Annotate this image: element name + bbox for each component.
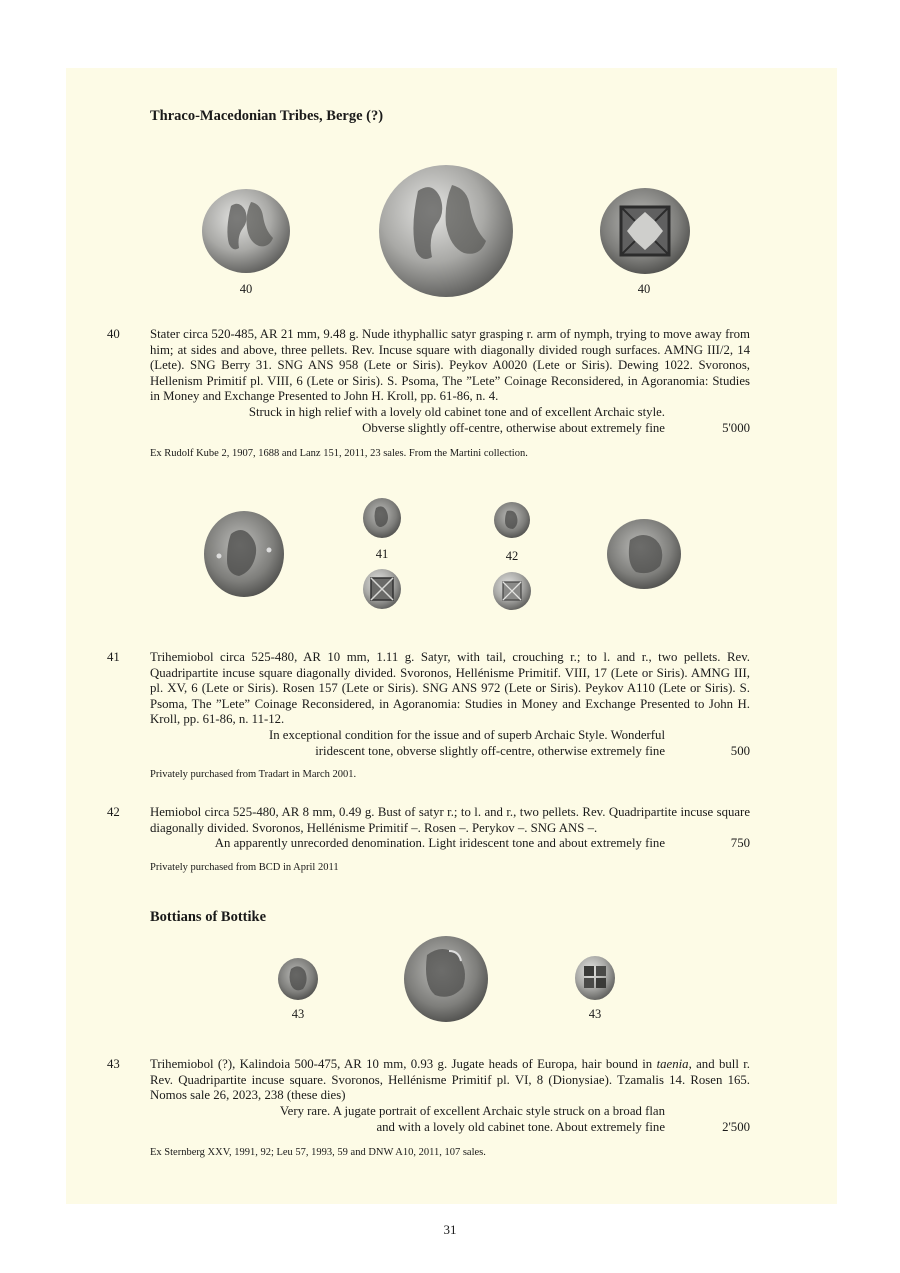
lot-number-41: 41	[107, 650, 120, 664]
coin-40-obverse-large	[378, 163, 514, 299]
lot-price-43: 2'500	[722, 1120, 750, 1134]
lot-verdict-42: An apparently unrecorded denomination. Light iridescent tone and about extremely fine	[214, 836, 665, 850]
lot-verdict-41: In exceptional condition for the issue and of superb Archaic Style. Wonderful iridescent tone, obverse slightly off-centre, otherwise extremely fine	[268, 728, 665, 758]
coin-43-obverse-small	[277, 957, 319, 1001]
coin-43-reverse	[574, 955, 616, 1001]
coin-42-obverse-large	[606, 518, 682, 590]
lot-verdict-43: Very rare. A jugate portrait of excellent Archaic style struck on a broad flan and with a lovely old cabinet tone. About extremely fine	[279, 1104, 665, 1134]
coin-label-40-obverse: 40	[239, 282, 253, 296]
coin-40-obverse-small	[201, 186, 291, 276]
lot-description-43: Trihemiobol (?), Kalindoia 500-475, AR 10 mm, 0.93 g. Jugate heads of Europa, hair bound in taenia, and bull r. Rev. Quadripartite incuse square. Svoronos, Hellénisme Primitif pl. VI, 8 (Dionysiae). Tzamalis 14. Rosen 165. Nomos sale 26, 2023, 238 (these dies)	[150, 1057, 751, 1103]
coin-label-40-reverse: 40	[637, 282, 651, 296]
coin-label-42: 42	[505, 549, 519, 563]
lot-price-42: 750	[730, 836, 750, 850]
coin-label-43-reverse: 43	[588, 1007, 602, 1021]
lot-price-41: 500	[730, 744, 750, 758]
coin-41-reverse	[362, 568, 402, 610]
lot-provenance-42: Privately purchased from BCD in April 2011	[150, 862, 339, 873]
coin-41-obverse-small	[362, 497, 402, 539]
coin-41-obverse-large	[203, 510, 285, 598]
lot-provenance-43: Ex Sternberg XXV, 1991, 92; Leu 57, 1993, 59 and DNW A10, 2011, 107 sales.	[150, 1147, 486, 1158]
lot-description-40: Stater circa 520-485, AR 21 mm, 9.48 g. Nude ithyphallic satyr grasping r. arm of nymph, trying to move away from him; at sides and above, three pellets. Rev. Incuse square with diagonally divided rough surfaces. AMNG III/2, 14 (Lete). SNG Berry 31. SNG ANS 958 (Lete or Siris). Peykov A0020 (Lete or Siris). Dewing 1022. Svoronos, Hellenism Primitif pl. VIII, 6 (Lete or Siris). S. Psoma, The ”Lete” Coinage Reconsidered, in Agoranomia: Studies in Money and Exchange Presented to John H. Kroll, pp. 61-86, n. 4.	[150, 327, 750, 404]
lot-description-41: Trihemiobol circa 525-480, AR 10 mm, 1.11 g. Satyr, with tail, crouching r.; to l. and r., two pellets. Rev. Quadripartite incuse square diagonally divided. Svoronos, Hellénisme Primitif. VIII, 17 (Lete or Siris). AMNG III, pl. XV, 6 (Lete or Siris). Rosen 157 (Lete or Siris). SNG ANS 972 (Lete or Siris). Peykov A110 (Lete or Siris). S. Psoma, The ”Lete” Coinage Reconsidered, in Agoranomia: Studies in Money and Exchange Presented to John H. Kroll, pp. 61-86, n. 11-12.	[150, 650, 750, 727]
lot-verdict-40: Struck in high relief with a lovely old cabinet tone and of excellent Archaic style. Obverse slightly off-centre, otherwise about extremely fine	[248, 405, 665, 435]
coin-label-41: 41	[375, 547, 389, 561]
lot-provenance-41: Privately purchased from Tradart in March 2001.	[150, 769, 357, 780]
coin-label-43-obverse: 43	[291, 1007, 305, 1021]
coin-43-obverse-large	[403, 935, 489, 1023]
lot-description-42: Hemiobol circa 525-480, AR 8 mm, 0.49 g. Bust of satyr r.; to l. and r., two pellets. Rev. Quadripartite incuse square diagonally divided. Svoronos, Hellénisme Primitif –. Rosen –. Perykov –. SNG ANS –.	[150, 805, 750, 835]
coin-42-obverse	[493, 501, 531, 539]
lot-number-40: 40	[107, 327, 120, 341]
coin-40-reverse	[599, 186, 691, 276]
lot-number-43: 43	[107, 1057, 120, 1071]
lot-provenance-40: Ex Rudolf Kube 2, 1907, 1688 and Lanz 151, 2011, 23 sales. From the Martini collection.	[150, 448, 528, 459]
section-title-bottians: Bottians of Bottike	[150, 909, 266, 925]
section-title-thraco-macedonian: Thraco-Macedonian Tribes, Berge (?)	[150, 108, 384, 124]
page-number: 31	[443, 1222, 457, 1237]
coin-42-reverse	[492, 571, 532, 611]
lot-number-42: 42	[107, 805, 120, 819]
lot-price-40: 5'000	[722, 421, 750, 435]
